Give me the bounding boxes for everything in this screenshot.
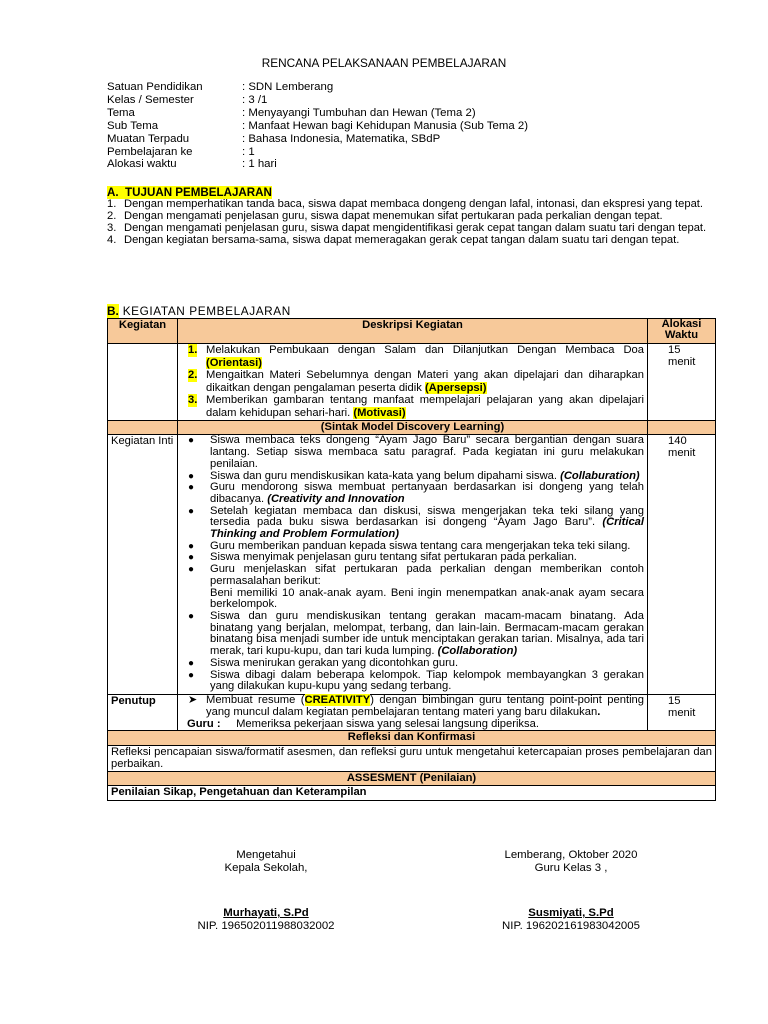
section-b-prefix: B. (107, 304, 119, 318)
tujuan-text: Dengan mengamati penjelasan guru, siswa dapat mengidentifikasi gerak cepat tangan dalam suatu tari dengan tepat. (124, 222, 707, 235)
creativity-keyword: CREATIVITY (304, 693, 371, 706)
step-num: 1. (188, 344, 198, 356)
guru-label: Guru : (187, 718, 221, 731)
refleksi-text: Refleksi pencapaian siswa/formatif asesmen, dan refleksi guru untuk mengetahui ketercapaian proses pembelajaran dan perbaikan. (108, 745, 716, 771)
inti-bullet (181, 482, 644, 505)
sign-left-line1: Mengetahui (236, 849, 296, 861)
guru-text: Memeriksa pekerjaan siswa yang selesai langsung diperiksa. (236, 718, 539, 731)
tujuan-list (107, 198, 715, 246)
inti-label: Kegiatan Inti (108, 435, 178, 694)
tujuan-text: Dengan mengamati penjelasan guru, siswa dapat menemukan sifat pertukaran pada perkalian dengan tepat. (124, 210, 663, 223)
inti-bullet (181, 670, 644, 693)
info-label: Tema (107, 106, 135, 119)
signature-left-name (166, 907, 366, 933)
step-tag: (Orientasi) (206, 356, 262, 369)
info-label: Pembelajaran ke (107, 145, 193, 158)
penilaian-row (108, 786, 716, 800)
info-row (107, 81, 528, 94)
sintak-label: (Sintak Model Discovery Learning) (178, 421, 648, 435)
step-text: Mengaitkan Materi Sebelumnya dengan Materi yang akan dipelajari dan diharapkan dikaitkan dengan pengalaman peserta didik (206, 369, 644, 394)
header-alokasi: Alokasi Waktu (648, 319, 716, 344)
step-num: 2. (188, 369, 198, 381)
inti-row (108, 435, 716, 694)
step-tag: (Motivasi) (353, 406, 406, 419)
bullet-text: Guru mendorong siswa membuat pertanyaan berdasarkan isi dongeng yang telah dibacanya. (210, 481, 644, 505)
info-row (107, 107, 528, 120)
kegiatan-table (107, 318, 716, 801)
sign-right-line1: Lemberang, Oktober 2020 (504, 849, 638, 861)
tujuan-num: 2. (107, 210, 117, 223)
info-table (107, 81, 528, 171)
header-deskripsi: Deskripsi Kegiatan (178, 319, 648, 344)
bullet-text: Setelah kegiatan membaca dan diskusi, siswa mengerjakan teka teki silang yang tersedia pada buku siswa berdasarkan isi dongeng “Ayam Jago Baru”. (210, 504, 644, 529)
bullet-dot-icon: ● (188, 552, 195, 564)
bullet-text: Siswa menirukan gerakan yang dicontohkan guru. (210, 656, 459, 669)
step-text: Melakukan Pembukaan dengan Salam dan Dilanjutkan Dengan Membaca Doa (206, 344, 644, 356)
inti-time: 140 menit (648, 435, 716, 694)
tujuan-item (107, 234, 715, 246)
tujuan-num: 4. (107, 234, 117, 247)
sign-left-nip: NIP. 196502011988032002 (197, 920, 335, 932)
tujuan-num: 1. (107, 198, 117, 210)
section-a-prefix: A. (107, 186, 119, 199)
page-title: RENCANA PELAKSANAAN PEMBELAJARAN (261, 56, 507, 70)
info-row (107, 94, 528, 107)
bullet-dot-icon: ● (188, 505, 195, 517)
bullet-text: Guru memberikan panduan kepada siswa tentang cara mengerjakan teka teki silang. (210, 539, 631, 552)
info-label: Sub Tema (107, 119, 159, 132)
refleksi-row (108, 745, 716, 771)
info-value: : Menyayangi Tumbuhan dan Hewan (Tema 2) (242, 106, 476, 119)
tujuan-item (107, 210, 715, 222)
signature-right (466, 849, 676, 875)
sign-right-name: Susmiyati, S.Pd (528, 907, 614, 919)
inti-bullet (181, 506, 644, 541)
info-label: Kelas / Semester (107, 93, 194, 106)
info-value: : Bahasa Indonesia, Matematika, SBdP (242, 132, 441, 145)
info-value: : 1 (242, 145, 255, 158)
pendahuluan-time: 15 menit (648, 344, 716, 421)
info-row (107, 120, 528, 133)
refleksi-title-row (108, 731, 716, 745)
bullet-extra: Beni memiliki 10 anak-anak ayam. Beni ingin menempatkan anak-anak ayam secara berkelompok. (210, 586, 644, 611)
bullet-dot-icon: ● (188, 482, 195, 494)
step-num: 3. (188, 394, 198, 406)
info-row (107, 158, 528, 171)
sign-left-name: Murhayati, S.Pd (223, 907, 309, 919)
section-b-title: KEGIATAN PEMBELAJARAN (122, 304, 291, 318)
pendahuluan-step (181, 394, 644, 419)
guru-line (181, 718, 644, 730)
sign-right-line2: Guru Kelas 3 , (534, 862, 608, 874)
bullet-text: Siswa dibagi dalam beberapa kelompok. Tiap kelompok membayangkan 3 gerakan yang dilakukan kupu-kupu yang sedang terbang. (210, 668, 644, 693)
bullet-dot-icon: ● (188, 470, 195, 482)
pendahuluan-row (108, 344, 716, 421)
bullet-text: Siswa menyimak penjelasan guru tentang sifat pertukaran pada perkalian. (210, 551, 577, 564)
section-b-heading (107, 304, 291, 318)
penutup-item: ➤ Membuat resume (CREATIVITY) dengan bimbingan guru tentang point-point penting yang muncul dalam kegiatan pembelajaran tentang materi yang baru dilakukan. (188, 693, 644, 718)
section-a-title: TUJUAN PEMBELAJARAN (125, 186, 272, 199)
tujuan-item (107, 198, 715, 210)
bullet-dot-icon: ● (188, 564, 195, 576)
tujuan-item (107, 222, 715, 234)
bullet-tag: (Critical Thinking and Problem Formulation) (210, 516, 644, 541)
pendahuluan-step (181, 369, 644, 394)
penilaian-text: Penilaian Sikap, Pengetahuan dan Keterampilan (108, 786, 716, 800)
bullet-dot-icon: ● (188, 657, 195, 669)
bullet-tag: (Collaboration) (437, 645, 518, 658)
pendahuluan-step (181, 344, 644, 369)
info-value: : 1 hari (242, 158, 277, 171)
arrow-icon: ➤ (188, 693, 198, 706)
bullet-tag: (Collaburation) (560, 469, 640, 482)
inti-bullet (181, 611, 644, 658)
penutup-time: 15 menit (648, 694, 716, 730)
sign-right-nip: NIP. 196202161983042005 (502, 920, 640, 932)
tujuan-text: Dengan kegiatan bersama-sama, siswa dapat memeragakan gerak cepat tangan dalam suatu tari dengan tepat. (124, 234, 680, 247)
penutup-row (108, 694, 716, 730)
refleksi-title: Refleksi dan Konfirmasi (108, 731, 716, 745)
signature-left (166, 849, 366, 875)
table-header-row (108, 319, 716, 344)
info-label: Muatan Terpadu (107, 132, 190, 145)
bullet-text: Siswa membaca teks dongeng “Ayam Jago Baru” secara bergantian dengan suara lantang. Setiap siswa membaca satu paragraf. Pada kegiatan ini guru melakukan penilaian. (210, 434, 644, 470)
tujuan-num: 3. (107, 222, 117, 235)
bullet-dot-icon: ● (188, 610, 195, 622)
info-label: Alokasi waktu (107, 158, 177, 171)
bullet-text: Siswa dan guru mendiskusikan tentang gerakan macam-macam binatang. Ada binatang yang berjalan, melompat, terbang, dan lain-lain. Bermacam-macam gerakan binatang bisa menjadi sumber ide untuk menciptakan gerakan tarian. Misalnya, ada tari merak, tari kupu-kupu, dan tari kuda lumping. (210, 609, 644, 658)
penutup-label: Penutup (108, 694, 178, 730)
bullet-dot-icon: ● (188, 435, 195, 447)
step-tag: (Apersepsi) (424, 381, 487, 394)
info-value: : SDN Lemberang (242, 81, 334, 93)
tujuan-text: Dengan memperhatikan tanda baca, siswa dapat membaca dongeng dengan lafal, intonasi, dan ekspresi yang tepat. (124, 198, 704, 210)
sign-left-line2: Kepala Sekolah, (224, 862, 308, 874)
bullet-dot-icon: ● (188, 540, 195, 552)
bullet-dot-icon: ● (188, 669, 195, 681)
info-row (107, 133, 528, 146)
bullet-text: Guru menjelaskan sifat pertukaran pada perkalian dengan memberikan contoh permasalahan berikut: (210, 563, 644, 587)
bullet-text: Siswa dan guru mendiskusikan kata-kata yang belum dipahami siswa. (210, 469, 557, 482)
signature-right-name (466, 907, 676, 933)
info-value: : Manfaat Hewan bagi Kehidupan Manusia (Sub Tema 2) (242, 119, 528, 132)
inti-bullet (181, 435, 644, 470)
info-label: Satuan Pendidikan (107, 81, 203, 93)
step-text: Memberikan gambaran tentang manfaat mempelajari pelajaran yang akan dipelajari dalam kehidupan sehari-hari. (206, 394, 644, 419)
header-kegiatan: Kegiatan (108, 319, 178, 344)
bullet-tag: (Creativity and Innovation (267, 492, 405, 505)
inti-bullet (181, 564, 644, 611)
info-value: : 3 /1 (242, 93, 268, 106)
sintak-row (108, 421, 716, 435)
info-row (107, 146, 528, 159)
assesment-title: ASSESMENT (Penilaian) (108, 771, 716, 785)
assesment-title-row (108, 771, 716, 785)
